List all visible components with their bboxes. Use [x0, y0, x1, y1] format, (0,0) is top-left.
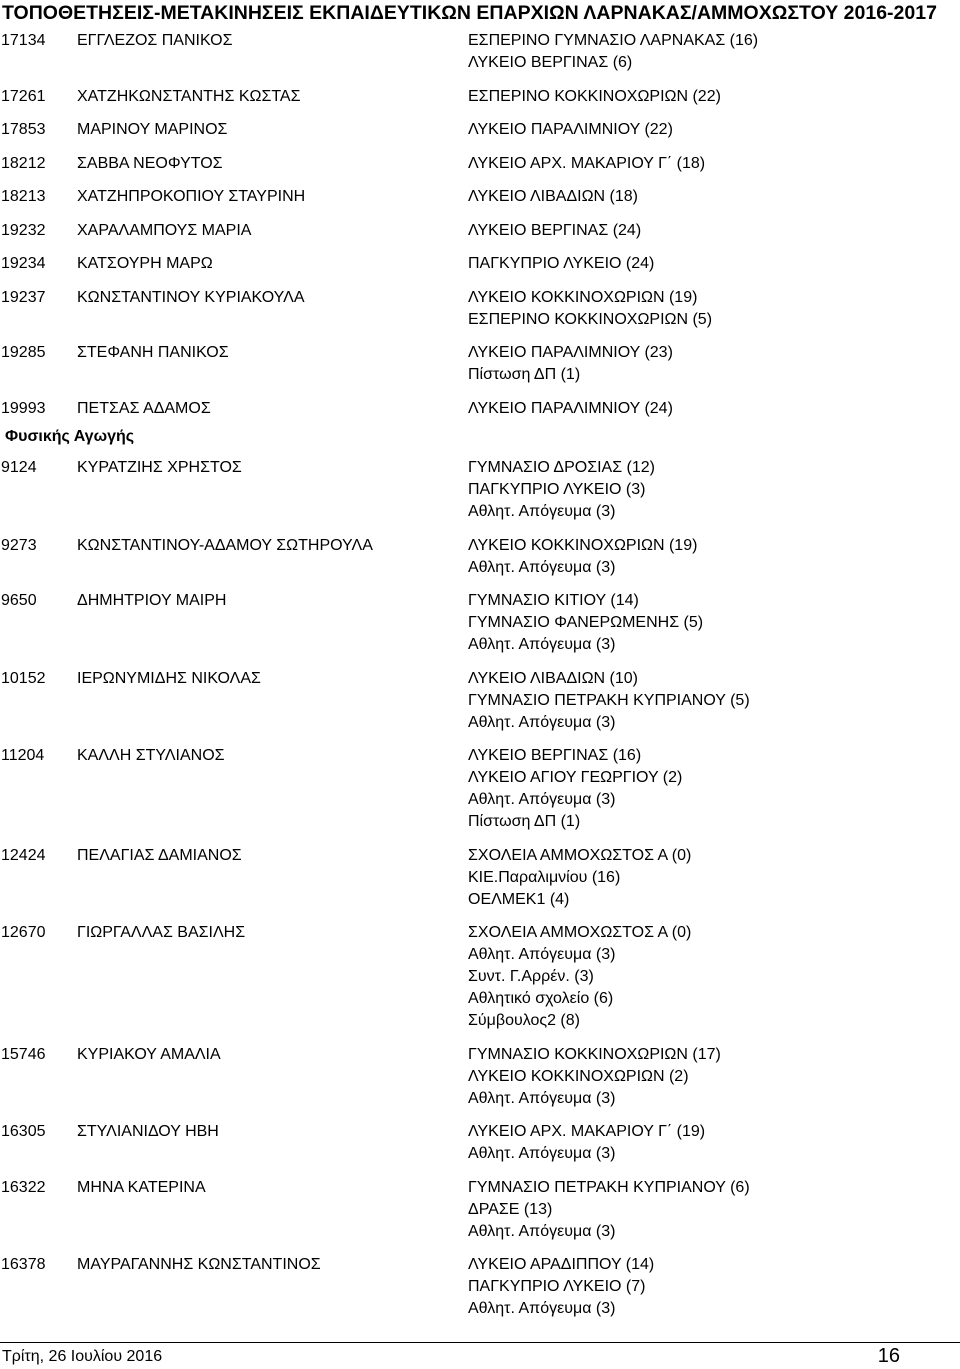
- assignment: ΚΙΕ.Παραλιμνίου (16): [468, 868, 621, 886]
- assignment: ΕΣΠΕΡΙΝΟ ΚΟΚΚΙΝΟΧΩΡΙΩΝ (5): [468, 310, 713, 328]
- assignment: ΓΥΜΝΑΣΙΟ ΔΡΟΣΙΑΣ (12): [468, 459, 655, 476]
- placement-list: [0, 30, 960, 1332]
- teacher-code: 16378: [1, 1256, 46, 1273]
- assignment: Αθλητ. Απόγευμα (3): [468, 1089, 616, 1107]
- teacher-name: ΔΗΜΗΤΡΙΟΥ ΜΑΙΡΗ: [77, 592, 227, 609]
- list-item: [0, 457, 960, 523]
- assignment: ΛΥΚΕΙΟ ΠΑΡΑΛΙΜΝΙΟΥ (22): [468, 121, 673, 138]
- teacher-code: 19232: [1, 221, 46, 239]
- assignment: ΛΥΚΕΙΟ ΑΡΧ. ΜΑΚΑΡΙΟΥ Γ΄ (18): [468, 154, 706, 172]
- assignment: ΛΥΚΕΙΟ ΒΕΡΓΙΝΑΣ (6): [468, 54, 633, 71]
- list-item: [0, 253, 960, 275]
- assignment-list: [468, 1254, 960, 1320]
- teacher-name: ΜΑΡΙΝΟΥ ΜΑΡΙΝΟΣ: [77, 121, 228, 138]
- assignment: Αθλητικό σχολείο (6): [468, 990, 614, 1007]
- teacher-code: 10152: [1, 669, 46, 687]
- assignment: ΔΡΑΣΕ (13): [468, 1200, 553, 1218]
- teacher-code: 16305: [1, 1123, 46, 1140]
- teacher-name: ΠΕΤΣΑΣ ΑΔΑΜΟΣ: [77, 399, 211, 417]
- teacher-name: ΣΑΒΒΑ ΝΕΟΦΥΤΟΣ: [77, 154, 223, 172]
- assignment: Αθλητ. Απόγευμα (3): [468, 503, 616, 520]
- assignment-list: [468, 287, 960, 331]
- assignment: ΣΧΟΛΕΙΑ ΑΜΜΟΧΩΣΤΟΣ Α (0): [468, 846, 692, 864]
- teacher-name: ΚΑΤΣΟΥΡΗ ΜΑΡΩ: [77, 255, 213, 272]
- assignment: ΠΑΓΚΥΠΡΙΟ ΛΥΚΕΙΟ (24): [468, 255, 655, 272]
- teacher-name: ΣΤΕΦΑΝΗ ΠΑΝΙΚΟΣ: [77, 344, 229, 361]
- assignment-list: [468, 1177, 960, 1243]
- teacher-code: 17261: [1, 87, 46, 105]
- page-title: ΤΟΠΟΘΕΤΗΣΕΙΣ-ΜΕΤΑΚΙΝΗΣΕΙΣ ΕΚΠΑΙΔΕΥΤΙΚΩΝ ΕΠΑΡΧΙΩΝ ΛΑΡΝΑΚΑΣ/ΑΜΜΟΧΩΣΤΟΥ 2016-2017: [2, 2, 937, 24]
- teacher-code: 15746: [1, 1045, 46, 1063]
- list-item: [0, 1254, 960, 1320]
- teacher-name: ΚΩΝΣΤΑΝΤΙΝΟΥ-ΑΔΑΜΟΥ ΣΩΤΗΡΟΥΛΑ: [77, 536, 373, 554]
- assignment: Αθλητ. Απόγευμα (3): [468, 1145, 616, 1162]
- assignment-list: [468, 30, 960, 74]
- assignment: ΕΣΠΕΡΙΝΟ ΓΥΜΝΑΣΙΟ ΛΑΡΝΑΚΑΣ (16): [468, 32, 759, 49]
- teacher-name: ΜΑΥΡΑΓΑΝΝΗΣ ΚΩΝΣΤΑΝΤΙΝΟΣ: [77, 1256, 321, 1273]
- list-item: [0, 845, 960, 911]
- assignment: Αθλητ. Απόγευμα (3): [468, 636, 616, 653]
- assignment: ΛΥΚΕΙΟ ΠΑΡΑΛΙΜΝΙΟΥ (24): [468, 399, 673, 417]
- teacher-code: 12424: [1, 846, 46, 864]
- assignment-list: [468, 153, 960, 175]
- teacher-name: ΣΤΥΛΙΑΝΙΔΟΥ ΗΒΗ: [77, 1123, 219, 1140]
- assignment: Αθλητ. Απόγευμα (3): [468, 1222, 616, 1240]
- assignment: ΛΥΚΕΙΟ ΚΟΚΚΙΝΟΧΩΡΙΩΝ (19): [468, 288, 698, 306]
- list-item: [0, 590, 960, 656]
- assignment: ΛΥΚΕΙΟ ΛΙΒΑΔΙΩΝ (18): [468, 188, 638, 205]
- teacher-code: 19237: [1, 288, 46, 306]
- list-item: [0, 1044, 960, 1110]
- assignment-list: [468, 119, 960, 141]
- teacher-code: 19234: [1, 255, 46, 272]
- list-item: [0, 153, 960, 175]
- list-item: [0, 30, 960, 74]
- assignment: ΠΑΓΚΥΠΡΙΟ ΛΥΚΕΙΟ (3): [468, 481, 646, 498]
- assignment: ΛΥΚΕΙΟ ΒΕΡΓΙΝΑΣ (16): [468, 747, 642, 764]
- assignment-list: [468, 590, 960, 656]
- list-item: [0, 220, 960, 242]
- assignment: ΛΥΚΕΙΟ ΠΑΡΑΛΙΜΝΙΟΥ (23): [468, 344, 673, 361]
- assignment-list: [468, 535, 960, 579]
- teacher-name: ΧΑΤΖΗΚΩΝΣΤΑΝΤΗΣ ΚΩΣΤΑΣ: [77, 87, 301, 105]
- teacher-name: ΜΗΝΑ ΚΑΤΕΡΙΝΑ: [77, 1178, 206, 1196]
- list-item: [0, 86, 960, 108]
- list-item: [0, 745, 960, 833]
- teacher-code: 11204: [1, 747, 45, 764]
- assignment-list: [468, 220, 960, 242]
- list-item: [0, 287, 960, 331]
- assignment: Αθλητ. Απόγευμα (3): [468, 1300, 616, 1317]
- assignment: Αθλητ. Απόγευμα (3): [468, 946, 616, 963]
- section-heading: Φυσικής Αγωγής: [5, 428, 135, 445]
- assignment: ΕΣΠΕΡΙΝΟ ΚΟΚΚΙΝΟΧΩΡΙΩΝ (22): [468, 87, 721, 105]
- assignment: ΠΑΓΚΥΠΡΙΟ ΛΥΚΕΙΟ (7): [468, 1278, 646, 1295]
- list-item: [0, 1121, 960, 1165]
- list-item: [0, 342, 960, 386]
- assignment-list: [468, 398, 960, 420]
- teacher-code: 9273: [1, 536, 37, 554]
- list-item: [0, 922, 960, 1032]
- list-part-2: [0, 457, 960, 1320]
- teacher-code: 18213: [1, 188, 46, 205]
- teacher-name: ΚΩΝΣΤΑΝΤΙΝΟΥ ΚΥΡΙΑΚΟΥΛΑ: [77, 288, 305, 306]
- assignment-list: [468, 253, 960, 275]
- teacher-code: 16322: [1, 1178, 46, 1196]
- assignment-list: [468, 186, 960, 208]
- footer-date: Τρίτη, 26 Ιουλίου 2016: [2, 1348, 163, 1365]
- assignment: Πίστωση ΔΠ (1): [468, 366, 581, 383]
- teacher-name: ΚΑΛΛΗ ΣΤΥΛΙΑΝΟΣ: [77, 747, 225, 764]
- assignment-list: [468, 745, 960, 833]
- list-item: [0, 119, 960, 141]
- assignment: ΛΥΚΕΙΟ ΛΙΒΑΔΙΩΝ (10): [468, 669, 638, 687]
- assignment-list: [468, 86, 960, 108]
- assignment: ΛΥΚΕΙΟ ΑΡΧ. ΜΑΚΑΡΙΟΥ Γ΄ (19): [468, 1123, 706, 1140]
- assignment-list: [468, 1121, 960, 1165]
- assignment: Αθλητ. Απόγευμα (3): [468, 791, 616, 808]
- assignment: Πίστωση ΔΠ (1): [468, 813, 581, 830]
- teacher-code: 9650: [1, 592, 37, 609]
- teacher-name: ΙΕΡΩΝΥΜΙΔΗΣ ΝΙΚΟΛΑΣ: [77, 669, 261, 687]
- list-item: [0, 398, 960, 420]
- footer-divider: [0, 1342, 960, 1343]
- list-part-1: [0, 30, 960, 420]
- assignment-list: [468, 1044, 960, 1110]
- teacher-code: 12670: [1, 924, 46, 941]
- teacher-code: 9124: [1, 459, 37, 476]
- assignment-list: [468, 342, 960, 386]
- page-number: 16: [877, 1345, 900, 1367]
- assignment: ΛΥΚΕΙΟ ΚΟΚΚΙΝΟΧΩΡΙΩΝ (2): [468, 1067, 689, 1085]
- assignment-list: [468, 457, 960, 523]
- list-item: [0, 535, 960, 579]
- assignment: ΟΕΛΜΕΚ1 (4): [468, 890, 570, 908]
- assignment: Αθλητ. Απόγευμα (3): [468, 558, 616, 576]
- list-item: [0, 1177, 960, 1243]
- teacher-name: ΓΙΩΡΓΑΛΛΑΣ ΒΑΣΙΛΗΣ: [77, 924, 246, 941]
- assignment: ΓΥΜΝΑΣΙΟ ΚΙΤΙΟΥ (14): [468, 592, 639, 609]
- teacher-name: ΚΥΡΑΤΖΙΗΣ ΧΡΗΣΤΟΣ: [77, 459, 242, 476]
- assignment: ΛΥΚΕΙΟ ΑΡΑΔΙΠΠΟΥ (14): [468, 1256, 655, 1273]
- teacher-code: 19285: [1, 344, 46, 361]
- teacher-code: 19993: [1, 399, 46, 417]
- assignment-list: [468, 845, 960, 911]
- teacher-name: ΠΕΛΑΓΙΑΣ ΔΑΜΙΑΝΟΣ: [77, 846, 242, 864]
- assignment: ΛΥΚΕΙΟ ΒΕΡΓΙΝΑΣ (24): [468, 221, 642, 239]
- teacher-code: 17134: [1, 32, 46, 49]
- assignment: ΓΥΜΝΑΣΙΟ ΦΑΝΕΡΩΜΕΝΗΣ (5): [468, 614, 704, 631]
- assignment: ΛΥΚΕΙΟ ΚΟΚΚΙΝΟΧΩΡΙΩΝ (19): [468, 536, 698, 554]
- assignment: ΓΥΜΝΑΣΙΟ ΠΕΤΡΑΚΗ ΚΥΠΡΙΑΝΟΥ (6): [468, 1178, 750, 1196]
- assignment: ΣΧΟΛΕΙΑ ΑΜΜΟΧΩΣΤΟΣ Α (0): [468, 924, 692, 941]
- teacher-name: ΚΥΡΙΑΚΟΥ ΑΜΑΛΙΑ: [77, 1045, 221, 1063]
- assignment-list: [468, 668, 960, 734]
- teacher-code: 18212: [1, 154, 46, 172]
- assignment: Συντ. Γ.Αρρέν. (3): [468, 968, 594, 985]
- assignment: Αθλητ. Απόγευμα (3): [468, 713, 616, 731]
- assignment: ΛΥΚΕΙΟ ΑΓΙΟΥ ΓΕΩΡΓΙΟΥ (2): [468, 769, 683, 786]
- teacher-name: ΕΓΓΛΕΖΟΣ ΠΑΝΙΚΟΣ: [77, 32, 233, 49]
- assignment: Σύμβουλος2 (8): [468, 1012, 580, 1029]
- assignment-list: [468, 922, 960, 1032]
- assignment: ΓΥΜΝΑΣΙΟ ΠΕΤΡΑΚΗ ΚΥΠΡΙΑΝΟΥ (5): [468, 691, 750, 709]
- teacher-code: 17853: [1, 121, 46, 138]
- teacher-name: ΧΑΡΑΛΑΜΠΟΥΣ ΜΑΡΙΑ: [77, 221, 252, 239]
- assignment: ΓΥΜΝΑΣΙΟ ΚΟΚΚΙΝΟΧΩΡΙΩΝ (17): [468, 1045, 721, 1063]
- list-item: [0, 186, 960, 208]
- list-item: [0, 668, 960, 734]
- teacher-name: ΧΑΤΖΗΠΡΟΚΟΠΙΟΥ ΣΤΑΥΡΙΝΗ: [77, 188, 306, 205]
